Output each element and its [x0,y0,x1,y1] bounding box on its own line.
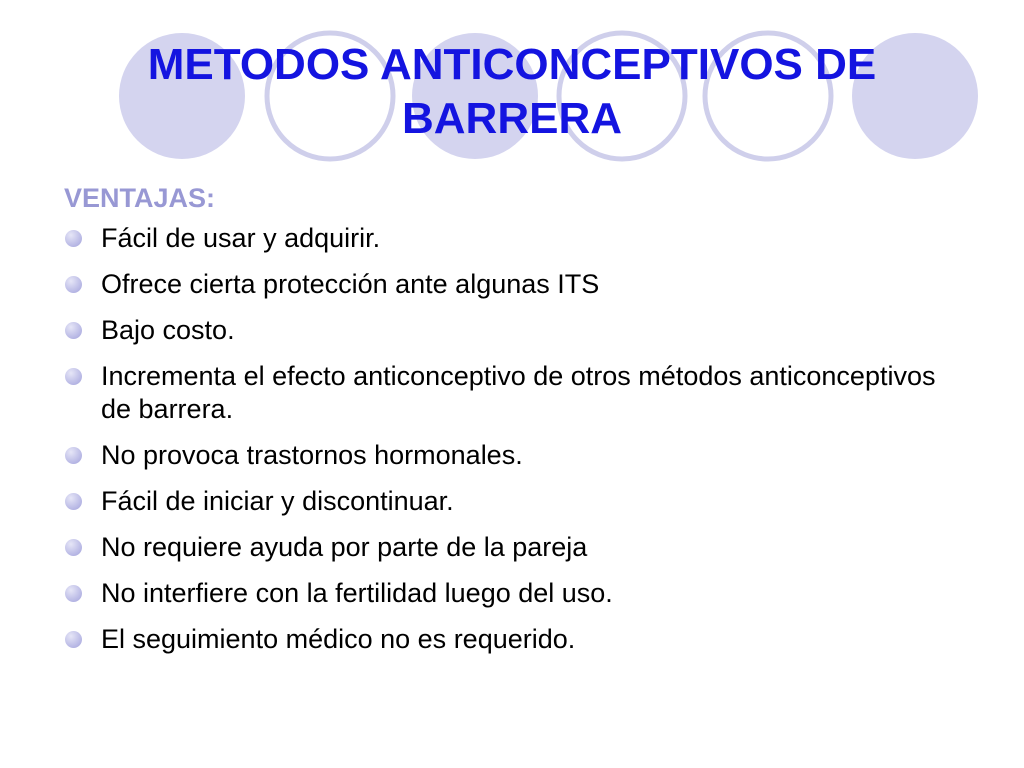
list-item-text: Fácil de usar y adquirir. [101,223,381,253]
bullet-icon [65,447,82,464]
bullet-icon [65,539,82,556]
slide-title [80,38,944,146]
list-item [64,360,964,426]
list-item [64,222,964,255]
list-item [64,268,964,301]
list-item-text: El seguimiento médico no es requerido. [101,624,576,654]
list-item-text: No interfiere con la fertilidad luego del uso. [101,578,613,608]
list-item-text: No provoca trastornos hormonales. [101,440,523,470]
list-item [64,314,964,347]
bullet-icon [65,585,82,602]
slide-body [64,178,964,669]
bullet-icon [65,368,82,385]
slide-title-line2: BARRERA [402,94,622,143]
subheading-ventajas: VENTAJAS: [64,183,216,213]
list-item [64,439,964,472]
list-item [64,577,964,610]
slide-title-line1: METODOS ANTICONCEPTIVOS DE [147,40,877,89]
list-item [64,485,964,518]
bullet-icon [65,322,82,339]
list-item [64,623,964,656]
list-item-text: Ofrece cierta protección ante algunas ITS [101,269,600,299]
list-item-text: No requiere ayuda por parte de la pareja [101,532,588,562]
list-item-text: Bajo costo. [101,315,235,345]
bullet-icon [65,276,82,293]
bullet-icon [65,631,82,648]
bullet-list [64,222,964,656]
list-item-text: Fácil de iniciar y discontinuar. [101,486,454,516]
list-item-text: Incrementa el efecto anticonceptivo de otros métodos anticonceptivos de barrera. [101,361,936,424]
bullet-icon [65,230,82,247]
list-item [64,531,964,564]
bullet-icon [65,493,82,510]
